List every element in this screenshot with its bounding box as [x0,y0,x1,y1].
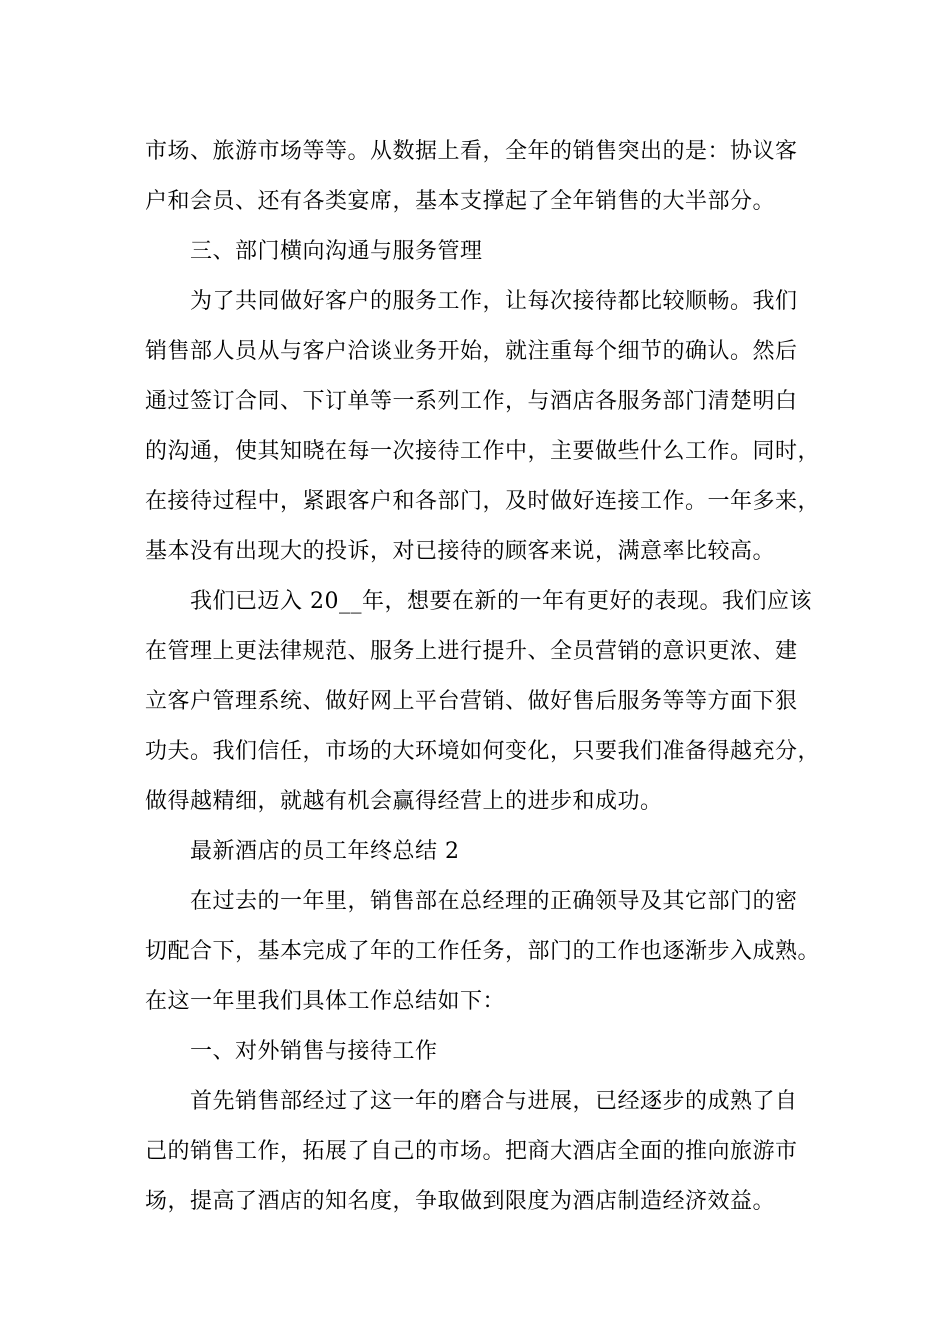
body-text-line: 基本没有出现大的投诉，对已接待的顾客来说，满意率比较高。 [145,539,776,564]
body-text-line: 功夫。我们信任，市场的大环境如何变化，只要我们准备得越充分， [145,739,821,764]
body-text-line: 我们已迈入 20__年，想要在新的一年有更好的表现。我们应该 [190,589,812,614]
body-text-line: 在接待过程中，紧跟客户和各部门，及时做好连接工作。一年多来， [145,489,821,514]
body-text-line: 切配合下，基本完成了年的工作任务，部门的工作也逐渐步入成熟。 [145,939,821,964]
body-text-line: 做得越精细，就越有机会赢得经营上的进步和成功。 [145,789,663,814]
body-text-line: 首先销售部经过了这一年的磨合与进展，已经逐步的成熟了自 [190,1089,798,1114]
body-text-line: 市场、旅游市场等等。从数据上看，全年的销售突出的是：协议客 [145,139,798,164]
body-text-line: 为了共同做好客户的服务工作，让每次接待都比较顺畅。我们 [190,289,798,314]
body-text-line: 场，提高了酒店的知名度，争取做到限度为酒店制造经济效益。 [145,1189,776,1214]
document-title: 最新酒店的员工年终总结 2 [190,839,460,864]
section-heading: 一、对外销售与接待工作 [190,1039,438,1064]
body-text-line: 户和会员、还有各类宴席，基本支撑起了全年销售的大半部分。 [145,189,776,214]
body-text-line: 通过签订合同、下订单等一系列工作，与酒店各服务部门清楚明白 [145,389,798,414]
body-text-line: 的沟通，使其知晓在每一次接待工作中，主要做些什么工作。同时， [145,439,821,464]
body-text-line: 在这一年里我们具体工作总结如下： [145,989,506,1014]
body-text-line: 立客户管理系统、做好网上平台营销、做好售后服务等等方面下狠 [145,689,798,714]
body-text-line: 在过去的一年里，销售部在总经理的正确领导及其它部门的密 [190,889,798,914]
body-text-line: 销售部人员从与客户洽谈业务开始，就注重每个细节的确认。然后 [145,339,798,364]
body-text-line: 在管理上更法律规范、服务上进行提升、全员营销的意识更浓、建 [145,639,798,664]
section-heading: 三、部门横向沟通与服务管理 [190,239,483,264]
body-text-line: 己的销售工作，拓展了自己的市场。把商大酒店全面的推向旅游市 [145,1139,798,1164]
